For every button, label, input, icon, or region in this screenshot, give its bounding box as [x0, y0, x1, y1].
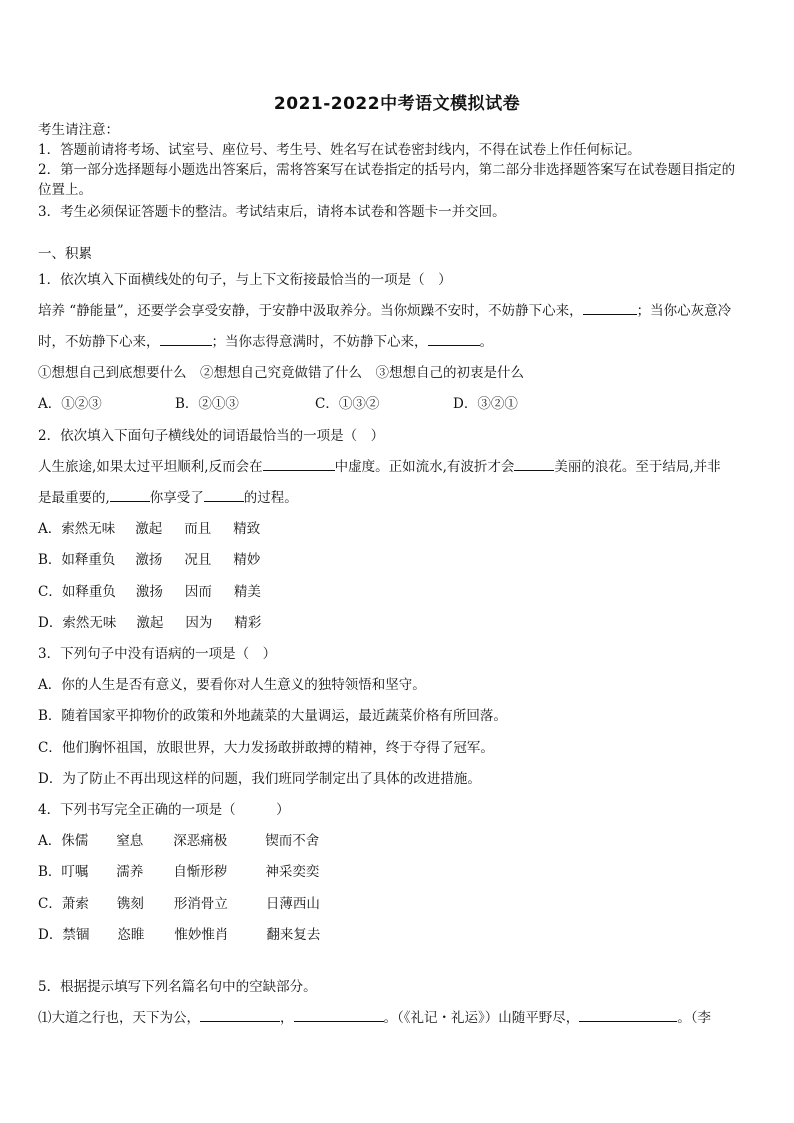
- option-word: 惟妙惟肖: [174, 927, 229, 943]
- option-word: 翻来复去: [266, 927, 321, 943]
- question-3-option-c[interactable]: C．他们胸怀祖国，放眼世界，大力发扬敢拼敢搏的精神，终于夺得了冠军。: [38, 740, 494, 756]
- option-word: 侏儒: [61, 833, 89, 849]
- option-label: B．: [38, 864, 62, 880]
- question-4-option-a[interactable]: [38, 832, 319, 850]
- text-segment: 。（李: [677, 1010, 711, 1026]
- question-2-option-c[interactable]: [38, 583, 261, 601]
- notice-item: 3．考生必须保证答题卡的整洁。考试结束后，请将本试卷和答题卡一并交回。: [38, 204, 506, 220]
- notice-heading: 考生请注意：: [38, 122, 119, 138]
- text-segment: 的过程。: [243, 490, 298, 506]
- option-word: 如释重负: [61, 552, 116, 568]
- option-word: 叮嘱: [61, 864, 89, 880]
- option-label: C．: [38, 896, 62, 912]
- question-1-text: [38, 333, 493, 351]
- option-word: 自惭形秽: [173, 864, 228, 880]
- option-word: 如释重负: [61, 584, 116, 600]
- fill-blank[interactable]: [579, 1009, 677, 1022]
- option-b[interactable]: B．②①③: [175, 396, 239, 412]
- question-4-option-b[interactable]: [38, 863, 319, 881]
- option-word: 深恶痛极: [173, 833, 228, 849]
- option-word: 而且: [184, 521, 212, 537]
- option-word: 精美: [233, 584, 261, 600]
- option-word: 况且: [184, 552, 212, 568]
- option-word: 萧索: [61, 896, 89, 912]
- question-1-choices: ①想想自己到底想要什么 ②想想自己究竟做错了什么 ③想想自己的初衷是什么: [38, 365, 524, 381]
- question-2-option-b[interactable]: [38, 551, 260, 569]
- option-c[interactable]: C．①③②: [315, 396, 380, 412]
- question-2-text: [38, 458, 721, 476]
- text-segment: 。: [479, 334, 493, 350]
- option-label: A．: [38, 833, 62, 849]
- question-4-stem: 4．下列书写完全正确的一项是（ ）: [38, 802, 290, 818]
- option-word: 日薄西山: [265, 896, 320, 912]
- option-word: 濡养: [116, 864, 144, 880]
- text-segment: ，: [280, 1010, 294, 1026]
- option-label: D．: [38, 615, 63, 631]
- option-label: B．: [38, 552, 62, 568]
- option-word: 索然无味: [62, 615, 117, 631]
- fill-blank[interactable]: [514, 458, 554, 471]
- option-a[interactable]: A．①②③: [38, 396, 102, 412]
- option-word: 精妙: [233, 552, 261, 568]
- fill-blank[interactable]: [160, 333, 212, 346]
- option-word: 激扬: [135, 552, 163, 568]
- option-word: 镌刻: [116, 896, 144, 912]
- question-5-stem: 5．根据提示填写下列名篇名句中的空缺部分。: [38, 979, 317, 995]
- fill-blank[interactable]: [294, 1009, 384, 1022]
- text-segment: 美丽的浪花。至于结局,并非: [554, 459, 721, 475]
- question-4-option-d[interactable]: [38, 926, 320, 944]
- question-1-text: [38, 302, 731, 320]
- page-title: 2021-2022中考语文模拟试卷: [273, 94, 521, 114]
- text-segment: 培养 “静能量”，还要学会享受安静，于安静中汲取养分。当你烦躁不安时，不妨静下心来，: [38, 303, 583, 319]
- question-4-option-c[interactable]: [38, 895, 320, 913]
- option-word: 激扬: [135, 584, 163, 600]
- text-segment: 人生旅途,如果太过平坦顺利,反而会在: [38, 459, 263, 475]
- option-word: 形消骨立: [173, 896, 228, 912]
- text-segment: 中虚度。正如流水,有波折才会: [334, 459, 515, 475]
- option-word: 索然无味: [61, 521, 116, 537]
- option-word: 激起: [135, 521, 163, 537]
- fill-blank[interactable]: [583, 302, 637, 315]
- fill-blank[interactable]: [263, 458, 335, 471]
- option-word: 精致: [233, 521, 261, 537]
- text-segment: 时，不妨静下心来，: [38, 334, 160, 350]
- section-heading: 一、积累: [38, 246, 92, 262]
- option-label: C．: [38, 584, 62, 600]
- text-segment: ；当你心灰意冷: [636, 303, 732, 319]
- text-segment: ；当你志得意满时，不妨静下心来，: [211, 334, 428, 350]
- question-2-option-a[interactable]: [38, 520, 260, 538]
- option-word: 因而: [184, 584, 212, 600]
- option-word: 激起: [136, 615, 164, 631]
- option-word: 精彩: [234, 615, 262, 631]
- option-word: 因为: [185, 615, 213, 631]
- question-1-options: [38, 395, 518, 413]
- notice-item: 位置上。: [38, 182, 92, 198]
- option-word: 禁锢: [62, 927, 90, 943]
- option-d[interactable]: D．③②①: [453, 396, 518, 412]
- option-label: A．: [38, 521, 62, 537]
- option-label: D．: [38, 927, 63, 943]
- notice-item: 2．第一部分选择题每小题选出答案后，需将答案写在试卷指定的括号内，第二部分非选择题答案写在试卷题目指定的: [38, 162, 736, 178]
- option-word: 神采奕奕: [265, 864, 320, 880]
- question-2-text: [38, 489, 298, 507]
- fill-blank[interactable]: [428, 333, 480, 346]
- option-word: 锲而不舍: [265, 833, 320, 849]
- text-segment: ⑴大道之行也，天下为公，: [38, 1010, 200, 1026]
- question-5-text: [38, 1009, 711, 1027]
- question-3-option-a[interactable]: A．你的人生是否有意义，要看你对人生意义的独特领悟和坚守。: [38, 677, 426, 693]
- notice-item: 1．答题前请将考场、试室号、座位号、考生号、姓名写在试卷密封线内，不得在试卷上作任何标记。: [38, 142, 641, 158]
- fill-blank[interactable]: [204, 489, 244, 502]
- question-3-stem: 3．下列句子中没有语病的一项是（ ）: [38, 646, 277, 662]
- text-segment: 是最重要的,: [38, 490, 110, 506]
- text-segment: 你享受了: [149, 490, 204, 506]
- question-3-option-d[interactable]: D．为了防止不再出现这样的问题，我们班同学制定出了具体的改进措施。: [38, 771, 481, 787]
- question-3-option-b[interactable]: B．随着国家平抑物价的政策和外地蔬菜的大量调运，最近蔬菜价格有所回落。: [38, 708, 507, 724]
- question-1-stem: 1．依次填入下面横线处的句子，与上下文衔接最恰当的一项是（ ）: [38, 272, 452, 288]
- question-2-stem: 2．依次填入下面句子横线处的词语最恰当的一项是（ ）: [38, 428, 385, 444]
- option-word: 窒息: [116, 833, 144, 849]
- fill-blank[interactable]: [200, 1009, 280, 1022]
- text-segment: 。（《礼记・礼运》）山随平野尽，: [383, 1010, 580, 1026]
- option-word: 恣睢: [117, 927, 145, 943]
- fill-blank[interactable]: [110, 489, 150, 502]
- question-2-option-d[interactable]: [38, 614, 261, 632]
